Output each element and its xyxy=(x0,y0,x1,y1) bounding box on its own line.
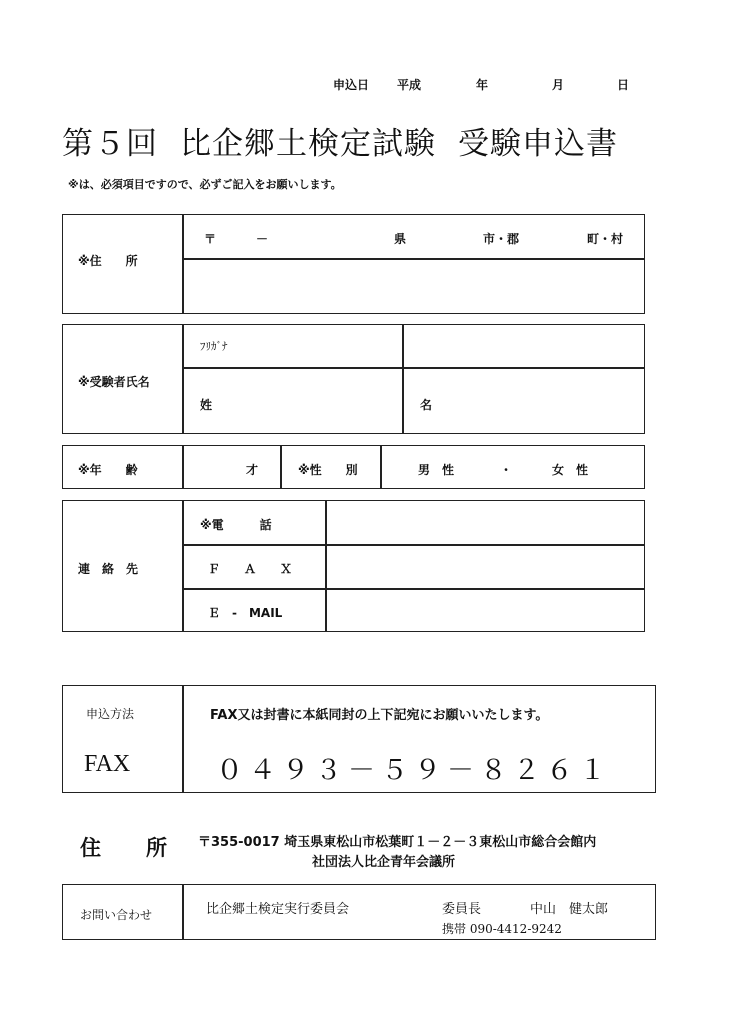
inquiry-committee: 比企郷土検定実行委員会 xyxy=(206,902,350,917)
apply-date-label: 申込日 xyxy=(333,78,370,92)
apply-date-day: 日 xyxy=(617,78,630,92)
inquiry-chair-name: 中山 健太郎 xyxy=(530,902,609,917)
apply-date-era: 平成 xyxy=(397,78,422,92)
contact-box xyxy=(62,500,645,632)
postal-dash: － xyxy=(256,232,269,246)
contact-label: 連 絡 先 xyxy=(78,562,139,576)
office-address-line1: 〒355-0017 埼玉県東松山市松葉町１－２－３東松山市総合会館内 xyxy=(198,835,597,850)
inquiry-chair-title: 委員長 xyxy=(442,902,482,917)
sex-male-option[interactable]: 男 性 xyxy=(418,463,455,477)
given-name-label: 名 xyxy=(420,398,433,412)
sex-female-option[interactable]: 女 性 xyxy=(552,463,589,477)
sex-label: ※性 別 xyxy=(298,463,358,477)
apply-fax-label: FAX xyxy=(84,751,131,777)
office-address-line2: 社団法人比企青年会議所 xyxy=(312,855,456,870)
sex-separator: ・ xyxy=(500,463,513,477)
name-label: ※受験者氏名 xyxy=(78,375,150,389)
apply-method-label: 申込方法 xyxy=(86,707,135,721)
fax-label: Ｆ Ａ Ｘ xyxy=(208,562,293,576)
inquiry-label: お問い合わせ xyxy=(80,908,153,922)
age-unit: 才 xyxy=(246,463,259,477)
furigana-label: ﾌﾘｶﾞﾅ xyxy=(200,340,228,353)
phone-label: ※電 話 xyxy=(200,518,272,532)
apply-date-month: 月 xyxy=(552,78,565,92)
required-note: ※は、必須項目ですので、必ずご記入をお願いします。 xyxy=(68,178,342,191)
address-field[interactable] xyxy=(186,262,641,310)
title-form: 受験申込書 xyxy=(458,126,618,162)
apply-instruction: FAX又は封書に本紙同封の上下記宛にお願いいたします。 xyxy=(210,708,549,723)
inquiry-mobile: 携帯 090-4412-9242 xyxy=(442,922,562,936)
age-label: ※年 齢 xyxy=(78,463,138,477)
page-title xyxy=(62,118,618,163)
title-exam: 比企郷土検定試験 xyxy=(180,126,436,162)
title-round: 第５回 xyxy=(62,126,158,162)
address-label: ※住 所 xyxy=(78,254,138,268)
surname-label: 姓 xyxy=(200,398,213,412)
apply-fax-number: ０４９３－５９－８２６１ xyxy=(216,755,612,785)
office-label: 住 所 xyxy=(80,836,179,860)
town-label: 町・村 xyxy=(587,232,624,246)
email-label: Ｅ - MAIL xyxy=(208,606,283,620)
apply-date-year: 年 xyxy=(476,78,489,92)
postal-mark: 〒 xyxy=(204,232,217,246)
prefecture-label: 県 xyxy=(394,232,407,246)
city-label: 市・郡 xyxy=(483,232,520,246)
